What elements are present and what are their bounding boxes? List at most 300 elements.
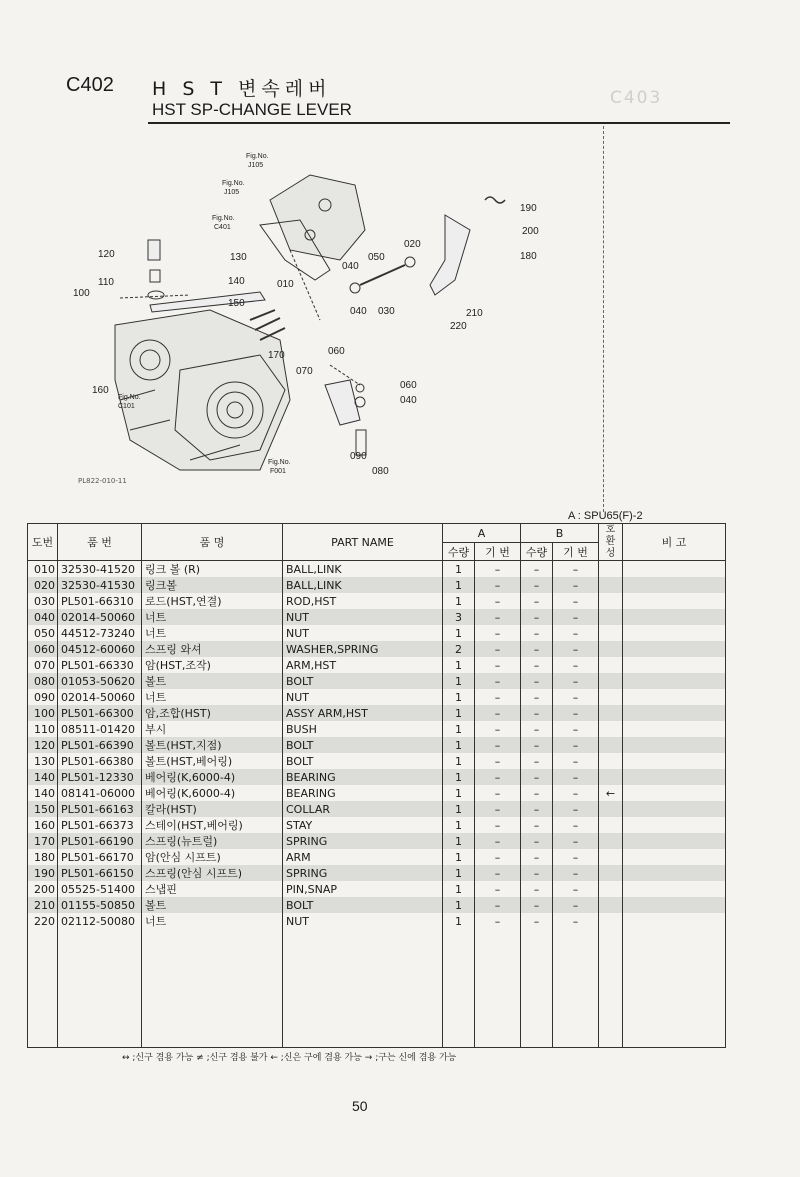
cell-qty-b: – bbox=[521, 801, 553, 817]
cell-qty-b: – bbox=[521, 609, 553, 625]
callout: 140 bbox=[228, 276, 245, 287]
cell-serial-b: – bbox=[553, 657, 599, 673]
cell-ref: 220 bbox=[28, 913, 58, 929]
cell-serial-a: – bbox=[475, 833, 521, 849]
cell-qty-a: 1 bbox=[443, 721, 475, 737]
cell-part-name: ASSY ARM,HST bbox=[283, 705, 443, 721]
callout: 040 bbox=[342, 261, 359, 272]
fig-ref-label: Fig.No. bbox=[222, 180, 245, 187]
cell-part-no: PL501-66310 bbox=[58, 593, 142, 609]
cell-qty-a: 2 bbox=[443, 641, 475, 657]
callout: 160 bbox=[92, 385, 109, 396]
cell-serial-b: – bbox=[553, 625, 599, 641]
table-row bbox=[28, 641, 726, 657]
cell-qty-a: 1 bbox=[443, 657, 475, 673]
cell-serial-b: – bbox=[553, 785, 599, 801]
cell-serial-a: – bbox=[475, 593, 521, 609]
cell-serial-b: – bbox=[553, 593, 599, 609]
cell-ref: 050 bbox=[28, 625, 58, 641]
cell-qty-b: – bbox=[521, 721, 553, 737]
cell-ref: 150 bbox=[28, 801, 58, 817]
header-compat: 호환성 bbox=[599, 524, 623, 561]
table-row bbox=[28, 625, 726, 641]
cell-name-ko: 암,조합(HST) bbox=[142, 705, 283, 721]
table-row bbox=[28, 897, 726, 913]
cell-qty-b: – bbox=[521, 593, 553, 609]
callout: 170 bbox=[268, 350, 285, 361]
table-row bbox=[28, 561, 726, 578]
cell-qty-a: 1 bbox=[443, 881, 475, 897]
cell-serial-a: – bbox=[475, 817, 521, 833]
table-row bbox=[28, 817, 726, 833]
cell-part-name: ARM bbox=[283, 849, 443, 865]
cell-part-no: PL501-66190 bbox=[58, 833, 142, 849]
table-row bbox=[28, 881, 726, 897]
cell-serial-a: – bbox=[475, 897, 521, 913]
cell-compat bbox=[599, 849, 623, 865]
callout: 090 bbox=[350, 451, 367, 462]
callout: 070 bbox=[296, 366, 313, 377]
cell-remarks bbox=[623, 593, 726, 609]
cell-compat bbox=[599, 753, 623, 769]
cell-ref: 140 bbox=[28, 785, 58, 801]
cell-remarks bbox=[623, 705, 726, 721]
cell-name-ko: 암(안심 시프트) bbox=[142, 849, 283, 865]
fig-ref-label: Fig.No. bbox=[212, 215, 235, 222]
cell-remarks bbox=[623, 849, 726, 865]
cell-serial-b: – bbox=[553, 817, 599, 833]
cell-qty-b: – bbox=[521, 769, 553, 785]
cell-serial-b: – bbox=[553, 705, 599, 721]
cell-name-ko: 볼트(HST,베어링) bbox=[142, 753, 283, 769]
cell-qty-a: 1 bbox=[443, 561, 475, 578]
header-part-no: 품 번 bbox=[58, 524, 142, 561]
table-row bbox=[28, 865, 726, 881]
cell-part-name: NUT bbox=[283, 913, 443, 929]
cell-serial-b: – bbox=[553, 913, 599, 929]
cell-qty-b: – bbox=[521, 849, 553, 865]
cell-compat bbox=[599, 865, 623, 881]
cell-ref: 100 bbox=[28, 705, 58, 721]
callout: 060 bbox=[328, 346, 345, 357]
cell-part-name: BOLT bbox=[283, 897, 443, 913]
cell-serial-b: – bbox=[553, 609, 599, 625]
cell-compat bbox=[599, 913, 623, 929]
cell-ref: 010 bbox=[28, 561, 58, 578]
callout: 220 bbox=[450, 321, 467, 332]
cell-part-name: BOLT bbox=[283, 673, 443, 689]
cell-qty-a: 1 bbox=[443, 753, 475, 769]
cell-qty-b: – bbox=[521, 913, 553, 929]
table-row bbox=[28, 609, 726, 625]
cell-remarks bbox=[623, 609, 726, 625]
cell-qty-a: 1 bbox=[443, 593, 475, 609]
cell-serial-a: – bbox=[475, 625, 521, 641]
callout: 020 bbox=[404, 239, 421, 250]
cell-name-ko: 암(HST,조작) bbox=[142, 657, 283, 673]
callout: 130 bbox=[230, 252, 247, 263]
cell-name-ko: 너트 bbox=[142, 625, 283, 641]
cell-remarks bbox=[623, 785, 726, 801]
cell-remarks bbox=[623, 625, 726, 641]
cell-part-name: STAY bbox=[283, 817, 443, 833]
cell-qty-a: 3 bbox=[443, 609, 475, 625]
header-serial-a: 기 번 bbox=[475, 543, 521, 561]
filler-cell bbox=[283, 929, 443, 1048]
table-row bbox=[28, 769, 726, 785]
cell-name-ko: 너트 bbox=[142, 689, 283, 705]
callout: 040 bbox=[350, 306, 367, 317]
cell-serial-a: – bbox=[475, 753, 521, 769]
cell-qty-b: – bbox=[521, 625, 553, 641]
table-row bbox=[28, 913, 726, 929]
callout: 050 bbox=[368, 252, 385, 263]
filler-cell bbox=[475, 929, 521, 1048]
cell-qty-b: – bbox=[521, 817, 553, 833]
cell-serial-a: – bbox=[475, 849, 521, 865]
cell-serial-b: – bbox=[553, 689, 599, 705]
cell-compat bbox=[599, 625, 623, 641]
cell-serial-a: – bbox=[475, 865, 521, 881]
table-row bbox=[28, 833, 726, 849]
cell-qty-b: – bbox=[521, 577, 553, 593]
cell-qty-b: – bbox=[521, 865, 553, 881]
cell-part-no: PL501-12330 bbox=[58, 769, 142, 785]
cell-compat bbox=[599, 577, 623, 593]
cell-serial-b: – bbox=[553, 641, 599, 657]
cell-name-ko: 스프링(뉴트럴) bbox=[142, 833, 283, 849]
title-korean: H S T 변속레버 bbox=[152, 78, 332, 100]
cell-qty-b: – bbox=[521, 881, 553, 897]
cell-part-name: NUT bbox=[283, 689, 443, 705]
cell-compat bbox=[599, 737, 623, 753]
cell-ref: 080 bbox=[28, 673, 58, 689]
cell-part-no: 08511-01420 bbox=[58, 721, 142, 737]
page-number: 50 bbox=[352, 1098, 368, 1114]
cell-qty-a: 1 bbox=[443, 833, 475, 849]
cell-part-no: 02112-50080 bbox=[58, 913, 142, 929]
cell-compat bbox=[599, 641, 623, 657]
cell-qty-a: 1 bbox=[443, 785, 475, 801]
cell-serial-a: – bbox=[475, 721, 521, 737]
callout: 110 bbox=[98, 277, 114, 288]
cell-part-no: 32530-41530 bbox=[58, 577, 142, 593]
cell-compat bbox=[599, 833, 623, 849]
cell-part-name: BOLT bbox=[283, 737, 443, 753]
cell-name-ko: 링크 볼 (R) bbox=[142, 561, 283, 578]
table-row bbox=[28, 721, 726, 737]
cell-part-no: PL501-66150 bbox=[58, 865, 142, 881]
callout: 060 bbox=[400, 380, 417, 391]
callout: 120 bbox=[98, 249, 115, 260]
cell-qty-a: 1 bbox=[443, 913, 475, 929]
cell-qty-b: – bbox=[521, 673, 553, 689]
cell-serial-a: – bbox=[475, 913, 521, 929]
exploded-parts-diagram bbox=[60, 140, 540, 485]
cell-name-ko: 로드(HST,연결) bbox=[142, 593, 283, 609]
section-code: C402 bbox=[66, 74, 114, 96]
cell-part-name: ARM,HST bbox=[283, 657, 443, 673]
header-part-name: PART NAME bbox=[283, 524, 443, 561]
cell-serial-a: – bbox=[475, 689, 521, 705]
cell-serial-b: – bbox=[553, 737, 599, 753]
table-row bbox=[28, 593, 726, 609]
cell-part-name: SPRING bbox=[283, 865, 443, 881]
cell-ref: 070 bbox=[28, 657, 58, 673]
cell-part-no: PL501-66330 bbox=[58, 657, 142, 673]
cell-qty-a: 1 bbox=[443, 737, 475, 753]
cell-part-name: WASHER,SPRING bbox=[283, 641, 443, 657]
cell-qty-b: – bbox=[521, 561, 553, 578]
cell-part-no: 02014-50060 bbox=[58, 609, 142, 625]
fig-ref-label: Fig.No. bbox=[246, 153, 269, 160]
cell-serial-b: – bbox=[553, 881, 599, 897]
cell-remarks bbox=[623, 721, 726, 737]
cell-qty-b: – bbox=[521, 657, 553, 673]
cell-ref: 130 bbox=[28, 753, 58, 769]
cell-part-no: 44512-73240 bbox=[58, 625, 142, 641]
filler-cell bbox=[443, 929, 475, 1048]
header-serial-b: 기 번 bbox=[553, 543, 599, 561]
cell-compat bbox=[599, 721, 623, 737]
table-row bbox=[28, 785, 726, 801]
fig-ref-label: Fig.No. bbox=[268, 459, 291, 466]
cell-part-name: BALL,LINK bbox=[283, 577, 443, 593]
cell-qty-b: – bbox=[521, 737, 553, 753]
page-divider bbox=[603, 126, 604, 512]
cell-serial-b: – bbox=[553, 849, 599, 865]
cell-name-ko: 볼트 bbox=[142, 897, 283, 913]
cell-name-ko: 너트 bbox=[142, 609, 283, 625]
cell-compat bbox=[599, 705, 623, 721]
cell-remarks bbox=[623, 817, 726, 833]
header-remarks: 비 고 bbox=[623, 524, 726, 561]
cell-serial-b: – bbox=[553, 865, 599, 881]
cell-compat bbox=[599, 801, 623, 817]
cell-part-name: SPRING bbox=[283, 833, 443, 849]
cell-ref: 200 bbox=[28, 881, 58, 897]
cell-name-ko: 부시 bbox=[142, 721, 283, 737]
cell-serial-a: – bbox=[475, 641, 521, 657]
cell-serial-b: – bbox=[553, 833, 599, 849]
callout: 180 bbox=[520, 251, 537, 262]
cell-serial-a: – bbox=[475, 769, 521, 785]
cell-qty-b: – bbox=[521, 689, 553, 705]
cell-serial-a: – bbox=[475, 561, 521, 578]
cell-remarks bbox=[623, 673, 726, 689]
cell-remarks bbox=[623, 881, 726, 897]
callout: 150 bbox=[228, 298, 245, 309]
cell-name-ko: 베어링(K,6000-4) bbox=[142, 785, 283, 801]
fig-ref-number: C401 bbox=[214, 224, 231, 231]
cell-name-ko: 스테이(HST,베어링) bbox=[142, 817, 283, 833]
cell-part-name: NUT bbox=[283, 609, 443, 625]
cell-ref: 040 bbox=[28, 609, 58, 625]
cell-remarks bbox=[623, 769, 726, 785]
header-ref: 도번 bbox=[28, 524, 58, 561]
filler-cell bbox=[521, 929, 553, 1048]
cell-qty-a: 1 bbox=[443, 673, 475, 689]
cell-remarks bbox=[623, 561, 726, 578]
cell-serial-a: – bbox=[475, 881, 521, 897]
header-group-b: B bbox=[521, 524, 599, 543]
callout: 010 bbox=[277, 279, 294, 290]
cell-serial-b: – bbox=[553, 801, 599, 817]
cell-name-ko: 스냅핀 bbox=[142, 881, 283, 897]
cell-ref: 030 bbox=[28, 593, 58, 609]
cell-remarks bbox=[623, 737, 726, 753]
cell-qty-b: – bbox=[521, 641, 553, 657]
cell-compat bbox=[599, 593, 623, 609]
fig-ref-number: J105 bbox=[224, 189, 240, 196]
cell-compat bbox=[599, 769, 623, 785]
cell-name-ko: 스프링 와셔 bbox=[142, 641, 283, 657]
cell-serial-b: – bbox=[553, 769, 599, 785]
table-row bbox=[28, 849, 726, 865]
header-group-a: A bbox=[443, 524, 521, 543]
cell-serial-a: – bbox=[475, 657, 521, 673]
cell-serial-b: – bbox=[553, 897, 599, 913]
table-row bbox=[28, 577, 726, 593]
filler-cell bbox=[599, 929, 623, 1048]
cell-serial-a: – bbox=[475, 801, 521, 817]
fig-ref-number: F001 bbox=[270, 468, 286, 475]
cell-compat bbox=[599, 673, 623, 689]
table-row bbox=[28, 673, 726, 689]
cell-compat: ← bbox=[599, 785, 623, 801]
cell-remarks bbox=[623, 865, 726, 881]
fig-ref-number: J105 bbox=[248, 162, 264, 169]
cell-part-name: BEARING bbox=[283, 785, 443, 801]
filler-cell bbox=[553, 929, 599, 1048]
cell-compat bbox=[599, 689, 623, 705]
cell-qty-b: – bbox=[521, 785, 553, 801]
table-row bbox=[28, 753, 726, 769]
cell-ref: 120 bbox=[28, 737, 58, 753]
callout: 200 bbox=[522, 226, 539, 237]
cell-part-no: 01053-50620 bbox=[58, 673, 142, 689]
cell-qty-a: 1 bbox=[443, 689, 475, 705]
cell-part-name: BUSH bbox=[283, 721, 443, 737]
cell-ref: 140 bbox=[28, 769, 58, 785]
transmission-housing bbox=[115, 310, 290, 470]
cell-serial-b: – bbox=[553, 577, 599, 593]
cell-serial-a: – bbox=[475, 673, 521, 689]
cell-name-ko: 링크볼 bbox=[142, 577, 283, 593]
table-row bbox=[28, 657, 726, 673]
cell-compat bbox=[599, 817, 623, 833]
table-filler-row bbox=[28, 929, 726, 1048]
cell-qty-a: 1 bbox=[443, 817, 475, 833]
cell-qty-a: 1 bbox=[443, 849, 475, 865]
table-row bbox=[28, 705, 726, 721]
cell-ref: 060 bbox=[28, 641, 58, 657]
cell-ref: 160 bbox=[28, 817, 58, 833]
cell-name-ko: 스프링(안심 시프트) bbox=[142, 865, 283, 881]
cell-serial-a: – bbox=[475, 577, 521, 593]
cell-part-no: 08141-06000 bbox=[58, 785, 142, 801]
cell-part-no: 32530-41520 bbox=[58, 561, 142, 578]
table-row bbox=[28, 689, 726, 705]
cell-serial-b: – bbox=[553, 561, 599, 578]
cell-qty-a: 1 bbox=[443, 897, 475, 913]
callout: 080 bbox=[372, 466, 389, 477]
cell-qty-b: – bbox=[521, 833, 553, 849]
cell-remarks bbox=[623, 753, 726, 769]
cell-ref: 190 bbox=[28, 865, 58, 881]
callout: 210 bbox=[466, 308, 483, 319]
cell-name-ko: 칼라(HST) bbox=[142, 801, 283, 817]
callout: 030 bbox=[378, 306, 395, 317]
cell-name-ko: 볼트 bbox=[142, 673, 283, 689]
cell-ref: 210 bbox=[28, 897, 58, 913]
callout: 040 bbox=[400, 395, 417, 406]
header-qty-a: 수량 bbox=[443, 543, 475, 561]
cell-qty-b: – bbox=[521, 753, 553, 769]
cell-part-no: PL501-66163 bbox=[58, 801, 142, 817]
cell-remarks bbox=[623, 833, 726, 849]
cell-qty-a: 1 bbox=[443, 865, 475, 881]
table-row bbox=[28, 801, 726, 817]
cell-remarks bbox=[623, 801, 726, 817]
cell-ref: 020 bbox=[28, 577, 58, 593]
cell-ref: 170 bbox=[28, 833, 58, 849]
header-qty-b: 수량 bbox=[521, 543, 553, 561]
filler-cell bbox=[142, 929, 283, 1048]
cell-serial-a: – bbox=[475, 785, 521, 801]
bleed-through-text: C403 bbox=[610, 88, 663, 108]
cell-part-name: BOLT bbox=[283, 753, 443, 769]
cell-part-name: COLLAR bbox=[283, 801, 443, 817]
filler-cell bbox=[623, 929, 726, 1048]
cell-serial-a: – bbox=[475, 737, 521, 753]
cell-qty-b: – bbox=[521, 897, 553, 913]
model-label: A : SPU65(F)-2 bbox=[568, 510, 643, 522]
cell-qty-a: 1 bbox=[443, 705, 475, 721]
table-row bbox=[28, 737, 726, 753]
cell-remarks bbox=[623, 689, 726, 705]
cell-part-name: NUT bbox=[283, 625, 443, 641]
print-code: PL822-010-11 bbox=[78, 477, 127, 485]
title-rule bbox=[148, 122, 730, 124]
parts-table bbox=[27, 523, 726, 1048]
cell-part-no: 02014-50060 bbox=[58, 689, 142, 705]
cell-part-no: PL501-66170 bbox=[58, 849, 142, 865]
cell-serial-a: – bbox=[475, 705, 521, 721]
cell-part-name: BEARING bbox=[283, 769, 443, 785]
cell-serial-b: – bbox=[553, 721, 599, 737]
cell-qty-a: 1 bbox=[443, 769, 475, 785]
callout: 190 bbox=[520, 203, 537, 214]
callout: 100 bbox=[73, 288, 90, 299]
compatibility-legend: ↔ ;신구 겸용 가능 ≠ ;신구 겸용 불가 ← ;신은 구에 겸용 가능 → ;구는 신에 겸용 가능 bbox=[122, 1053, 457, 1063]
cell-serial-b: – bbox=[553, 753, 599, 769]
cell-compat bbox=[599, 657, 623, 673]
header-name-ko: 품 명 bbox=[142, 524, 283, 561]
filler-cell bbox=[58, 929, 142, 1048]
cell-qty-b: – bbox=[521, 705, 553, 721]
cell-qty-a: 1 bbox=[443, 625, 475, 641]
cell-remarks bbox=[623, 913, 726, 929]
cell-part-no: 01155-50850 bbox=[58, 897, 142, 913]
cell-ref: 110 bbox=[28, 721, 58, 737]
fig-ref-label: Fig.No. bbox=[118, 394, 141, 401]
cell-part-no: PL501-66380 bbox=[58, 753, 142, 769]
cell-serial-a: – bbox=[475, 609, 521, 625]
cell-part-no: PL501-66390 bbox=[58, 737, 142, 753]
title-english: HST SP-CHANGE LEVER bbox=[152, 100, 352, 119]
cell-remarks bbox=[623, 641, 726, 657]
